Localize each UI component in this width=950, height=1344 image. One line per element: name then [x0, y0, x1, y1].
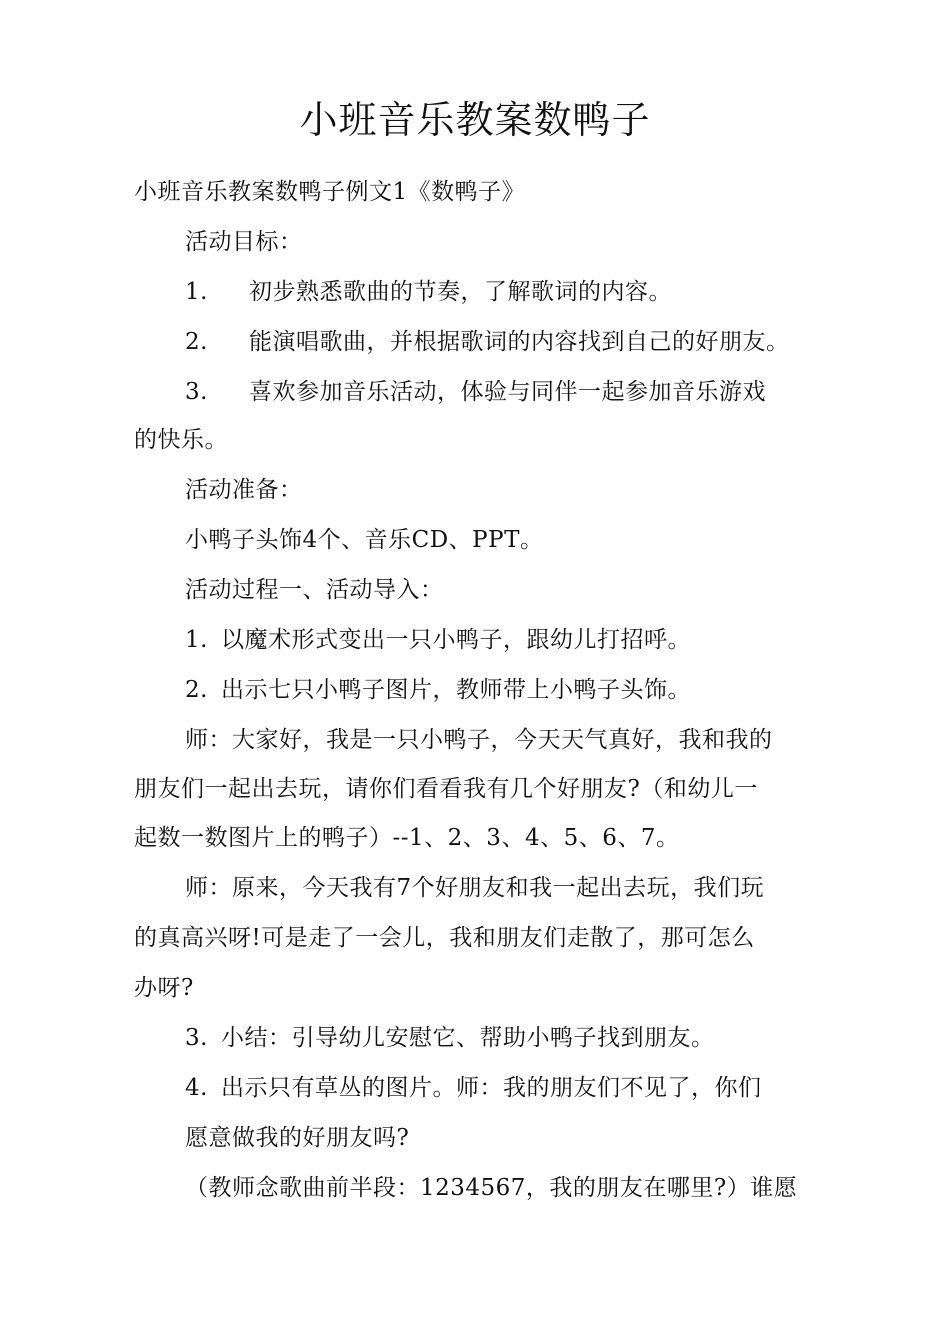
step-item — [185, 1068, 762, 1108]
goal-number: 3. — [185, 379, 208, 405]
step-number: 1. — [185, 627, 208, 653]
step-continuation: 愿意做我的好朋友吗? — [185, 1125, 410, 1151]
goal-continuation: 的快乐。 — [134, 427, 228, 453]
step-text: 出示只有草丛的图片。师：我的朋友们不见了，你们 — [221, 1075, 762, 1101]
paragraph-line: 朋友们一起出去玩，请你们看看我有几个好朋友?（和幼儿一 — [134, 776, 758, 802]
paragraph-line: 师：大家好，我是一只小鸭子，今天天气真好，我和我的 — [185, 727, 773, 753]
goal-number: 2. — [185, 329, 208, 355]
step-text: 小结：引导幼儿安慰它、帮助小鸭子找到朋友。 — [221, 1025, 715, 1051]
subtitle: 小班音乐教案数鸭子例文1《数鸭子》 — [134, 179, 526, 205]
step-item — [185, 1018, 715, 1058]
goals-heading: 活动目标： — [185, 229, 303, 255]
goal-text: 能演唱歌曲，并根据歌词的内容找到自己的好朋友。 — [249, 329, 790, 355]
step-number: 2. — [185, 677, 208, 703]
step-number: 4. — [185, 1075, 208, 1101]
goal-text: 喜欢参加音乐活动，体验与同伴一起参加音乐游戏 — [249, 379, 766, 405]
goal-item — [185, 372, 766, 412]
step-item — [185, 620, 691, 660]
paragraph-line: 办呀? — [134, 975, 194, 1001]
goal-text: 初步熟悉歌曲的节奏，了解歌词的内容。 — [249, 279, 672, 305]
step-number: 3. — [185, 1025, 208, 1051]
paragraph-line: 起数一数图片上的鸭子）--1、2、3、4、5、6、7。 — [134, 825, 680, 851]
paragraph-line: 的真高兴呀!可是走了一会儿，我和朋友们走散了，那可怎么 — [134, 925, 755, 951]
paragraph-line: 师：原来，今天我有7个好朋友和我一起出去玩，我们玩 — [185, 875, 765, 901]
prep-heading: 活动准备： — [185, 477, 303, 503]
step-item — [185, 670, 691, 710]
goal-item — [185, 322, 790, 362]
prep-text: 小鸭子头饰4个、音乐CD、PPT。 — [185, 527, 544, 553]
process-heading: 活动过程一、活动导入： — [185, 577, 444, 603]
paragraph-line: （教师念歌曲前半段：1234567，我的朋友在哪里?）谁愿 — [185, 1175, 798, 1201]
goal-item — [185, 272, 672, 312]
document-title: 小班音乐教案数鸭子 — [299, 98, 651, 142]
step-text: 出示七只小鸭子图片，教师带上小鸭子头饰。 — [221, 677, 691, 703]
step-text: 以魔术形式变出一只小鸭子，跟幼儿打招呼。 — [221, 627, 691, 653]
goal-number: 1. — [185, 279, 208, 305]
